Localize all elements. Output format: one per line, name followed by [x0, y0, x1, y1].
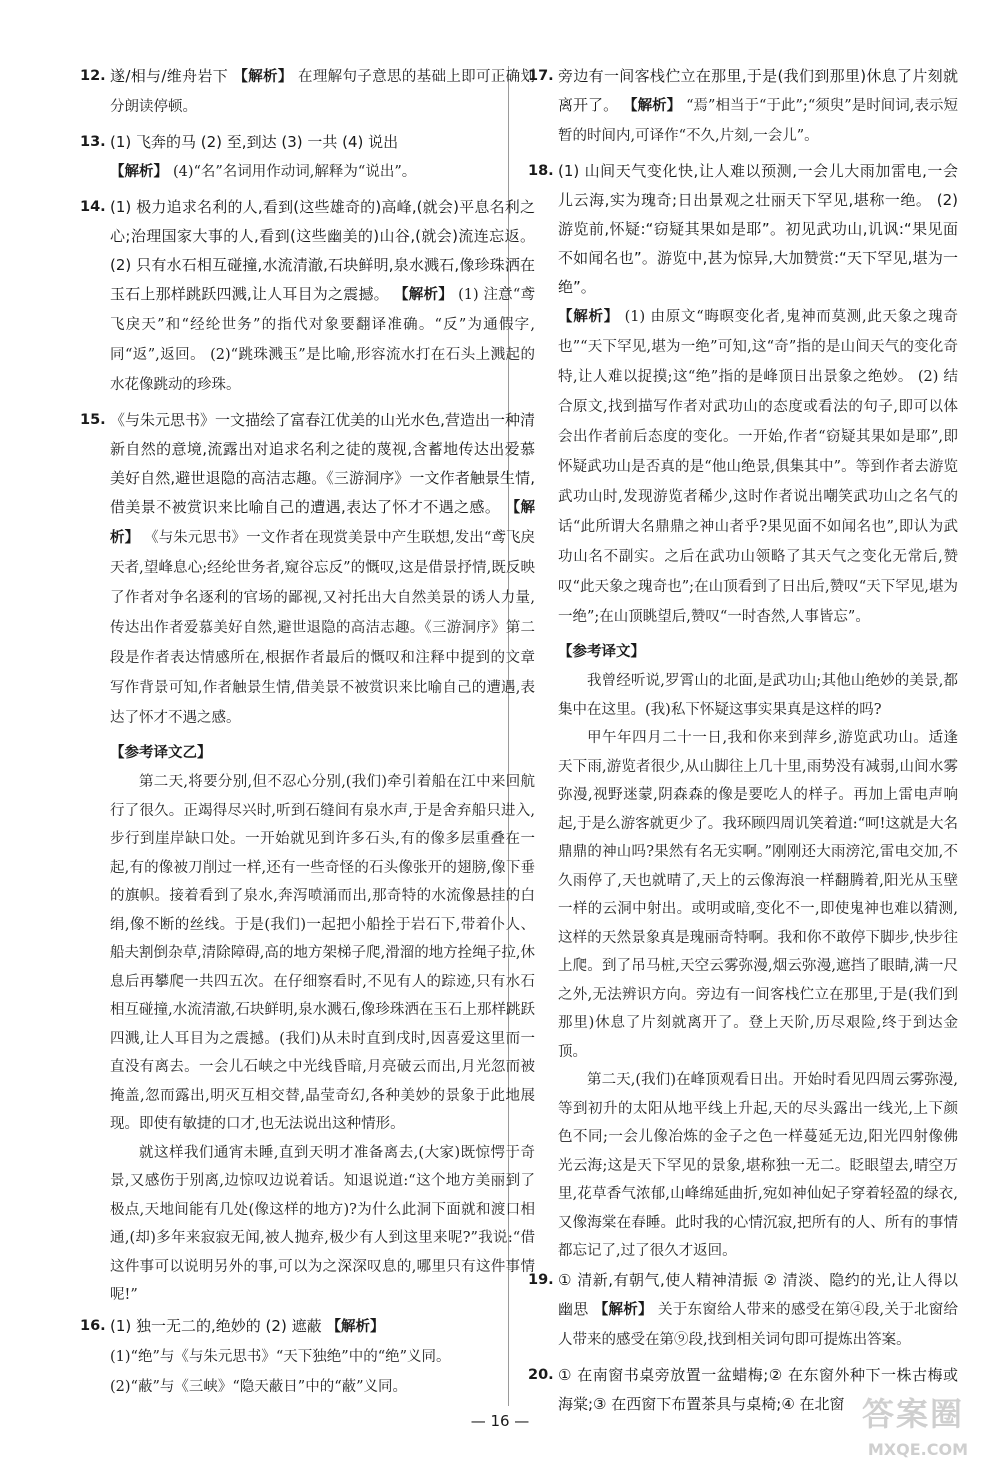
answer-text: ① 清新,有朝气,使人精神清振 ② 清淡、隐约的光,让人得以幽思 [558, 1270, 958, 1318]
analysis-tag: 【解析】 [326, 1318, 385, 1335]
analysis-text: 在理解句子意思的基础上即可正确划分朗读停顿。 [110, 69, 536, 115]
translation-paragraph: 就这样我们通宵未睡,直到天明才准备离去,(大家)既惊愕于奇景,又感伤于别离,边惊叹边说着话。知退说道:“这个地方美丽到了极点,天地间能有几处(像这样的地方)?为什么此洞下面就和渡口相通,(却)多年来寂寂无闻,被人抛弃,极少有人到这里来呢?”我说:“借这件事可以说明另外的事,可以为之深深叹息的,哪里只有这件事情呢!” [110, 1144, 535, 1303]
answer-14 [80, 193, 535, 400]
question-number: 17. [528, 68, 554, 84]
analysis-text: 关于东窗给人带来的感受在第④段,关于北窗给人带来的感受在第⑨段,找到相关词句即可提炼出答案。 [558, 1301, 958, 1348]
answer-16 [80, 1312, 535, 1402]
analysis-tag: 【解析】 [593, 1301, 653, 1318]
answer-17 [528, 62, 958, 151]
page-number: — 16 — [470, 1412, 530, 1430]
answer-text: (1) 飞奔的马 (2) 至,到达 (3) 一共 (4) 说出 [110, 133, 399, 151]
left-column [80, 62, 535, 1408]
translation-paragraph: 我曾经听说,罗霄山的北面,是武功山;其他山绝妙的美景,都集中在这里。(我)私下怀疑这事实果真是这样的吗? [558, 673, 958, 718]
watermark-logo: 答案圈 [861, 1395, 964, 1433]
answer-19 [528, 1266, 958, 1355]
translation-paragraph: 甲午年四月二十一日,我和你来到萍乡,游览武功山。适逢天下雨,游览者很少,从山脚往上几十里,雨势没有减弱,山间水雾弥漫,视野迷蒙,阴森森的像是要吃人的样子。再加上雷电声响起,于是么游客就更少了。我环顾四周讥笑着道:“呵!这就是大名鼎鼎的神山吗?果然有名无实啊。”刚刚还大雨滂沱,雷电交加,不久雨停了,天也就晴了,天上的云像海浪一样翻腾着,阳光从玉壁一样的云洞中射出。或明或暗,变化不一,即使鬼神也难以猜测,这样的天然景象真是瑰丽奇特啊。我和你不敢停下脚步,快步往上爬。到了吊马桩,天空云雾弥漫,烟云弥漫,遮挡了眼睛,满一尺之外,无法辨识方向。旁边有一间客栈伫立在那里,于是(我们到那里)休息了片刻就离开了。登上天阶,历尽艰险,终于到达金顶。 [558, 730, 958, 1060]
answer-text: 旁边有一间客栈伫立在那里,于是(我们到那里)休息了片刻就离开了。 [558, 67, 958, 114]
question-number: 13. [80, 134, 106, 150]
answer-text: (1) 山间天气变化快,让人难以预测,一会儿大雨加雷电,一会儿云海,实为瑰奇;日出景观之壮丽天下罕见,堪称一绝。 (2) 游览前,怀疑:“窃疑其果如是耶”。初见武功山,讥讽:“果见面不如闻名也”。游览中,甚为惊异,大加赞赏:“天下罕见,堪为一绝”。 [558, 162, 958, 296]
analysis-tag: 【解析】 [110, 164, 168, 180]
analysis-text: 《与朱元思书》一文作者在现赏美景中产生联想,发出“鸢飞戾天者,望峰息心;经纶世务者,窥谷忘反”的慨叹,这是借景抒情,既反映了作者对争名逐利的官场的鄙视,又衬托出大自然美景的诱人力量,传达出作者爱慕美好自然,避世退隐的高洁志趣。《三游洞序》第二段是作者表达情感所在,根据作者最后的慨叹和注释中提到的文章写作背景可知,作者触景生情,借美景不被赏识来比喻自己的遭遇,表达了怀才不遇之感。 [110, 530, 535, 726]
answer-text: (1) 极力追求名利的人,看到(这些雄奇的)高峰,(就会)平息名利之心;治理国家大事的人,看到(这些幽美的)山谷,(就会)流连忘返。 (2) 只有水石相互碰撞,水流清澈,石块鲜明,泉水溅石,像珍珠洒在玉石上那样跳跃四溅,让人耳目为之震撼。 [110, 198, 535, 303]
right-column [528, 62, 958, 1425]
analysis-tag: 【解析】 [394, 287, 453, 303]
answer-13 [80, 128, 535, 187]
watermark-url: MXQE.COM [867, 1440, 968, 1459]
analysis-text: (1) 由原文“晦暝变化者,鬼神而莫测,此天象之瑰奇也”“天下罕见,堪为一绝”可知,这“奇”指的是山间天气的变化奇特,让人难以捉摸;这“绝”指的是峰顶日出景象之绝妙。 (2) 结合原文,找到描写作者对武功山的态度或看法的句子,即可以体会出作者前后态度的变化。一开始,作者“窃疑其果如是耶”,即怀疑武功山是否真的是“他山绝景,俱集其中”。等到作者去游览武功山时,发现游览者稀少,这时作者说出嘲笑武功山之名气的话“此所谓大名鼎鼎之神山者乎?果见面不如闻名也”,即认为武功山名不副实。之后在武功山领略了其天气之变化无常后,赞叹“此天象之瑰奇也”;在山顶看到了日出后,赞叹“天下罕见,堪为一绝”;在山顶眺望后,赞叹“一时杳然,人事皆忘”。 [558, 309, 959, 625]
answer-text: 遂/相与/维舟岩下 [110, 67, 229, 85]
analysis-tag: 【解析】 [558, 309, 619, 325]
translation-body [80, 768, 535, 1310]
analysis-text: “焉”相当于“于此”;“须臾”是时间词,表示短暂的时间内,可译作“不久,片刻,一会儿”。 [558, 98, 958, 144]
analysis-text: (4)“名”名词用作动词,解释为“说出”。 [172, 164, 417, 180]
answer-15 [80, 406, 535, 733]
analysis-line: (1)“绝”与《与朱元思书》“天下独绝”中的“绝”义同。 [110, 1348, 451, 1365]
analysis-line: (2)“蔽”与《三峡》“隐天蔽日”中的“蔽”义同。 [110, 1378, 408, 1395]
question-number: 15. [80, 412, 106, 428]
translation-heading: 【参考译文乙】 [110, 745, 212, 761]
translation-heading: 【参考译文】 [558, 644, 645, 660]
answer-text: ① 在南窗书桌旁放置一盆蜡梅;② 在东窗外种下一株古梅或海棠;③ 在西窗下布置茶具与桌椅;④ 在北窗 [558, 1365, 958, 1413]
question-number: 16. [80, 1317, 106, 1334]
question-number: 12. [80, 68, 106, 84]
answer-18 [528, 157, 958, 632]
question-number: 20. [528, 1366, 554, 1383]
answer-12 [80, 62, 535, 122]
analysis-tag: 【解析】 [233, 69, 293, 85]
answer-text: (1) 独一无二的,绝妙的 (2) 遮蔽 [110, 1316, 322, 1335]
analysis-tag: 【解析】 [623, 98, 682, 114]
analysis-text: (1) 注意“鸢飞戾天”和“经纶世务”的指代对象要翻译准确。“反”为通假字,同“返”,返回。 (2)“跳珠溅玉”是比喻,形容流水打在石头上溅起的水花像跳动的珍珠。 [110, 287, 536, 393]
translation-paragraph: 第二天,(我们)在峰顶观看日出。开始时看见四周云雾弥漫,等到初升的太阳从地平线上升起,天的尽头露出一线光,上下颜色不同;一会儿像冶炼的金子之色一样蔓延无边,阳光四射像佛光云海;这是天下罕见的景象,堪称独一无二。眨眼望去,晴空万里,花草香气浓郁,山峰绵延曲折,宛如神仙妃子穿着轻盈的绿衣,又像海棠在春睡。此时我的心情沉寂,把所有的人、所有的事情都忘记了,过了很久才返回。 [558, 1072, 958, 1259]
question-number: 19. [528, 1271, 554, 1288]
translation-body [528, 667, 958, 1266]
translation-paragraph: 第二天,将要分别,但不忍心分别,(我们)牵引着船在江中来回航行了很久。正竭得尽兴时,听到石缝间有泉水声,于是舍弃船只进入,步行到崖岸缺口处。一开始就见到许多石头,有的像多层重叠在一起,有的像被刀削过一样,还有一些奇怪的石头像张开的翅膀,像下垂的旗帜。接着看到了泉水,奔泻喷涌而出,那奇特的水流像悬挂的白绢,像不断的丝线。于是(我们)一起把小船拴于岩石下,带着仆人、船夫割倒杂草,清除障碍,高的地方架梯子爬,滑溜的地方拴绳子拉,休息后再攀爬一共四五次。在仔细察看时,不见有人的踪迹,只有水石相互碰撞,水流清澈,石块鲜明,泉水溅石,像珍珠洒在玉石上那样跳跃四溅,让人耳目为之震撼。(我们)从未时直到戌时,因喜爱这里而一直没有离去。一会儿石峡之中光线昏暗,月亮破云而出,月光忽而被掩盖,忽而露出,明灭互相交替,晶莹奇幻,各种美妙的景象于此地展现。即使有敏捷的口才,也无法说出这种情形。 [110, 774, 535, 1132]
analysis-tag: 【解析】 [110, 500, 535, 546]
question-number: 14. [80, 199, 106, 215]
question-number: 18. [528, 163, 554, 179]
answer-text: 《与朱元思书》一文描绘了富春江优美的山光水色,营造出一种清新自然的意境,流露出对追求名利之徒的蔑视,含蓄地传达出爱慕美好自然,避世退隐的高洁志趣。《三游洞序》一文作者触景生情,借美景不被赏识来比喻自己的遭遇,表达了怀才不遇之感。 [110, 411, 535, 516]
